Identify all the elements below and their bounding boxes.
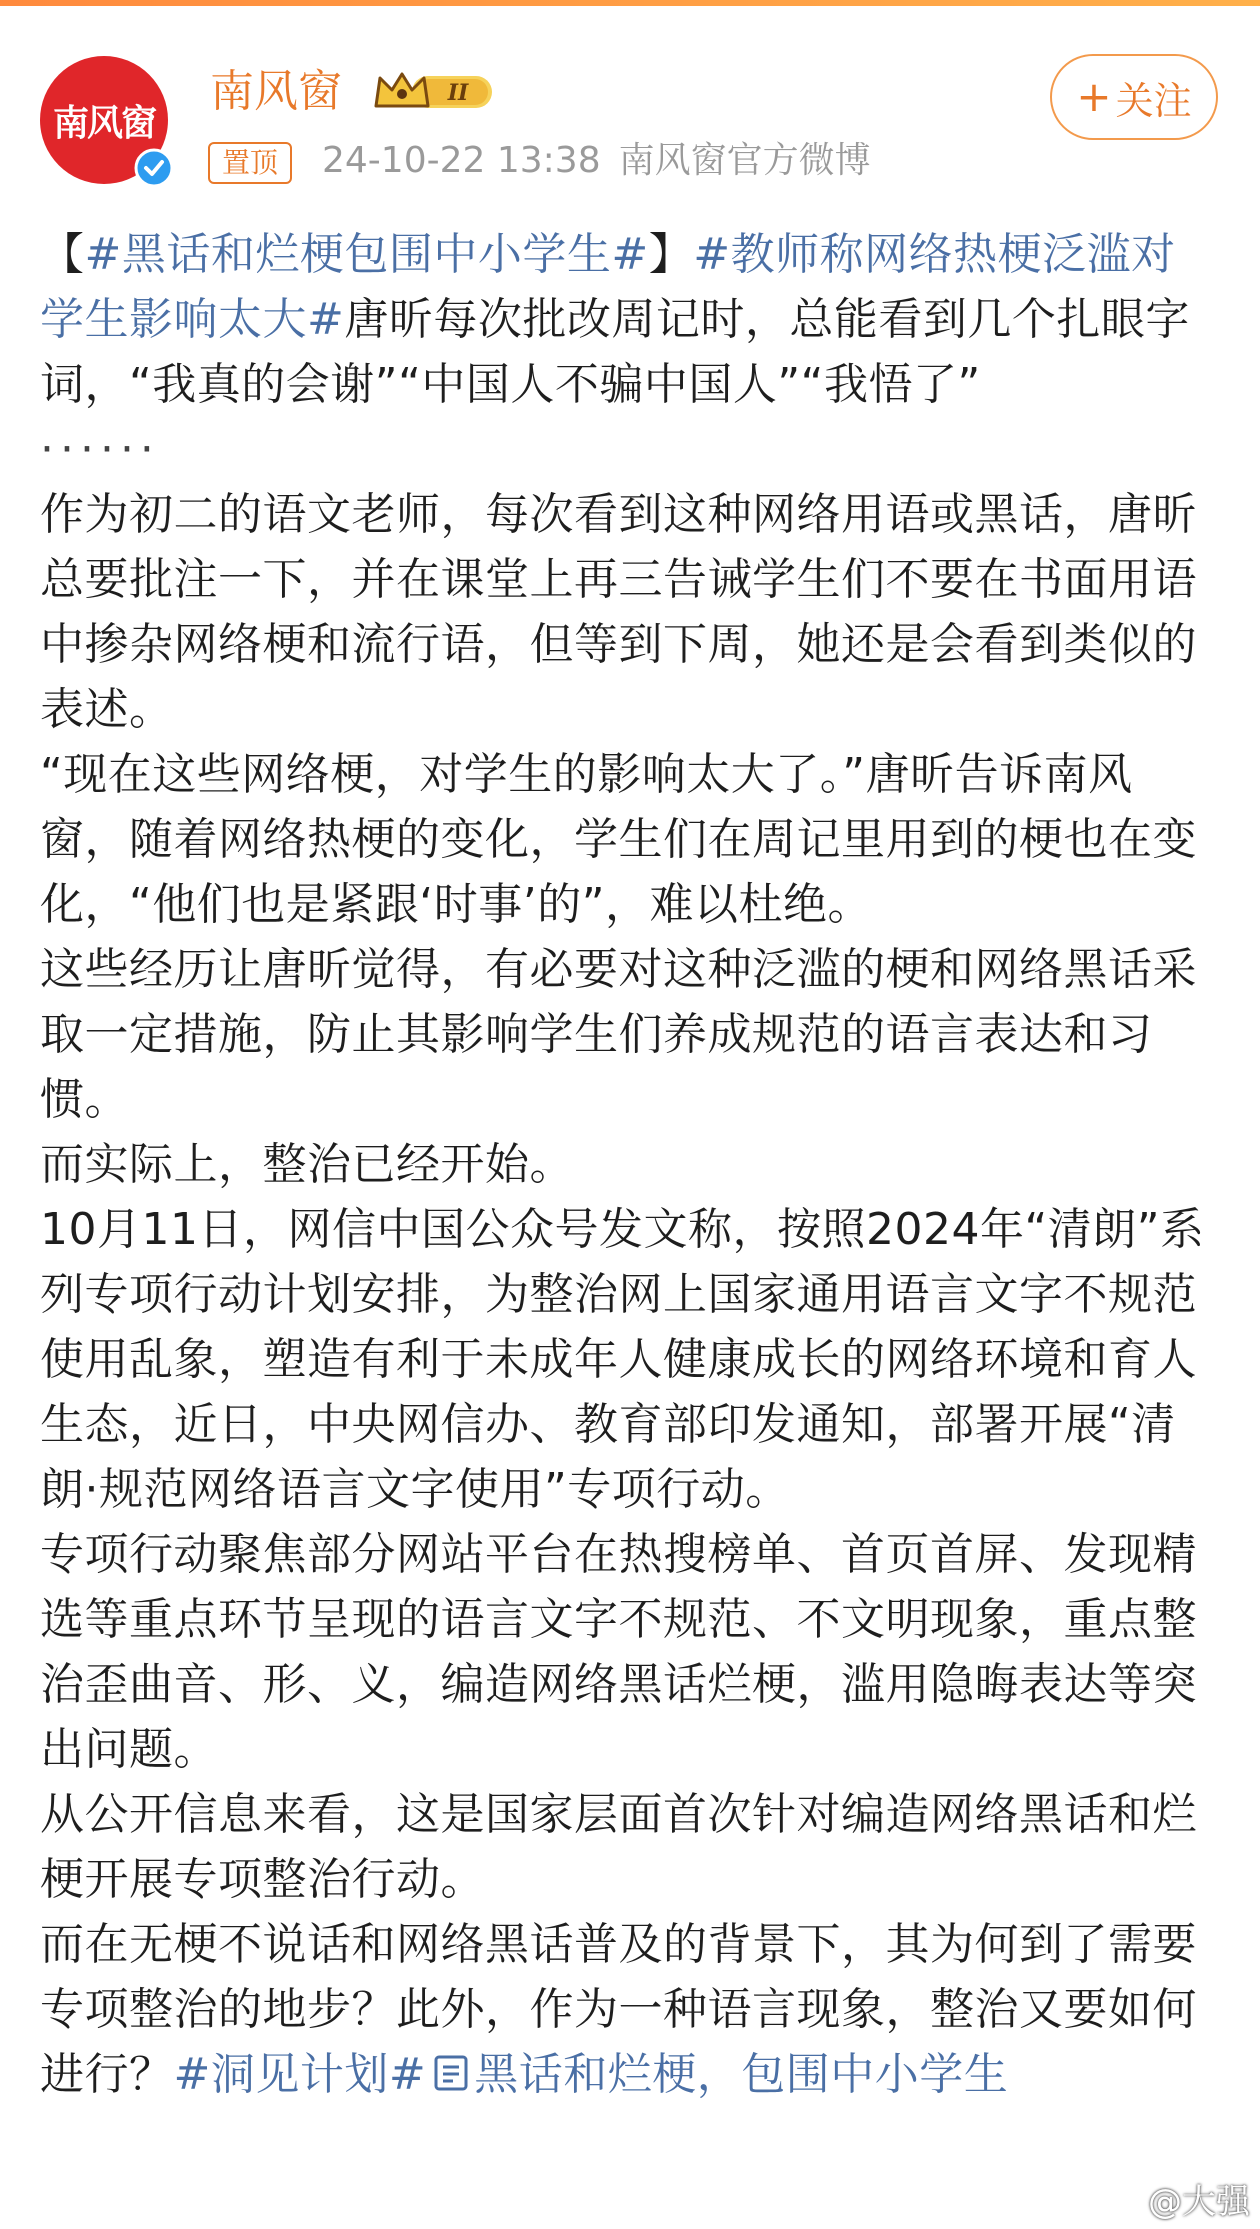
post-closing-text: 而在无梗不说话和网络黑话普及的背景下，其为何到了需要专项整治的地步？此外，作为一种语言现象，整治又要如何进行？ <box>40 1919 1197 2100</box>
watermark <box>1098 2174 1250 2223</box>
follow-label: 关注 <box>1115 78 1192 123</box>
post-paragraph: 而实际上，整治已经开始。 <box>40 1139 574 1190</box>
post-paragraph: 专项行动聚焦部分网站平台在热搜榜单、首页首屏、发现精选等重点环节呈现的语言文字不规范、不文明现象，重点整治歪曲音、形、义，编造网络黑话烂梗，滥用隐晦表达等突出问题。 <box>40 1529 1197 1775</box>
article-link[interactable]: 黑话和烂梗，包围中小学生 <box>474 2049 1009 2100</box>
post-paragraph: 这些经历让唐昕觉得，有必要对这种泛滥的梗和网络黑话采取一定措施，防止其影响学生们养成规范的语言表达和习惯。 <box>40 944 1197 1125</box>
post-timestamp: 24-10-22 13:38 <box>322 140 601 181</box>
post-paragraph-1 <box>40 222 1220 417</box>
topic-tag-3[interactable]: #洞见计划# <box>173 2049 427 2100</box>
topic-tag-2[interactable]: #教师称网络热梗泛滥对学生影响太大# <box>40 229 1176 345</box>
avatar[interactable] <box>40 56 168 184</box>
post-paragraph: 作为初二的语文老师，每次看到这种网络用语或黑话，唐昕总要批注一下，并在课堂上再三告诫学生们不要在书面用语中掺杂网络梗和流行语，但等到下周，她还是会看到类似的表述。 <box>40 489 1197 735</box>
bracket-open: 【 <box>40 229 85 280</box>
weibo-logo-icon <box>1098 2181 1142 2217</box>
post-body <box>40 222 1220 2107</box>
crown-level-icon[interactable] <box>372 68 496 114</box>
post-ellipsis: ······ <box>40 424 160 475</box>
bracket-close: 】 <box>648 229 694 280</box>
post-paragraph-last <box>40 1912 1220 2107</box>
post-source: 南风窗官方微博 <box>618 140 871 181</box>
weibo-post-card <box>0 6 1260 2229</box>
follow-button[interactable] <box>1050 54 1218 140</box>
article-link-icon[interactable] <box>432 2053 470 2093</box>
verified-badge-icon <box>134 148 174 188</box>
post-paragraph: 从公开信息来看，这是国家层面首次针对编造网络黑话和烂梗开展专项整治行动。 <box>40 1789 1197 1905</box>
watermark-text: @大强 <box>1148 2182 1250 2222</box>
pinned-badge: 置顶 <box>208 142 292 184</box>
avatar-logo-text: 南风窗 <box>52 101 155 144</box>
author-name[interactable]: 南风窗 <box>210 66 342 117</box>
post-paragraph: “现在这些网络梗，对学生的影响太大了。”唐昕告诉南风窗，随着网络热梗的变化，学生们在周记里用到的梗也在变化，“他们也是紧跟‘时事’的”，难以杜绝。 <box>40 749 1197 930</box>
plus-icon: + <box>1076 72 1112 121</box>
level-badge-text: II <box>447 80 469 106</box>
post-paragraph: 10月11日，网信中国公众号发文称，按照2024年“清朗”系列专项行动计划安排，为整治网上国家通用语言文字不规范使用乱象，塑造有利于未成年人健康成长的网络环境和育人生态，近日，中央网信办、教育部印发通知，部署开展“清朗·规范网络语言文字使用”专项行动。 <box>40 1204 1205 1515</box>
topic-tag-1[interactable]: #黑话和烂梗包围中小学生# <box>84 229 649 280</box>
post-intro-text: 唐昕每次批改周记时，总能看到几个扎眼字词，“我真的会谢”“中国人不骗中国人”“我悟了” <box>40 294 1190 410</box>
post-meta <box>322 136 871 186</box>
